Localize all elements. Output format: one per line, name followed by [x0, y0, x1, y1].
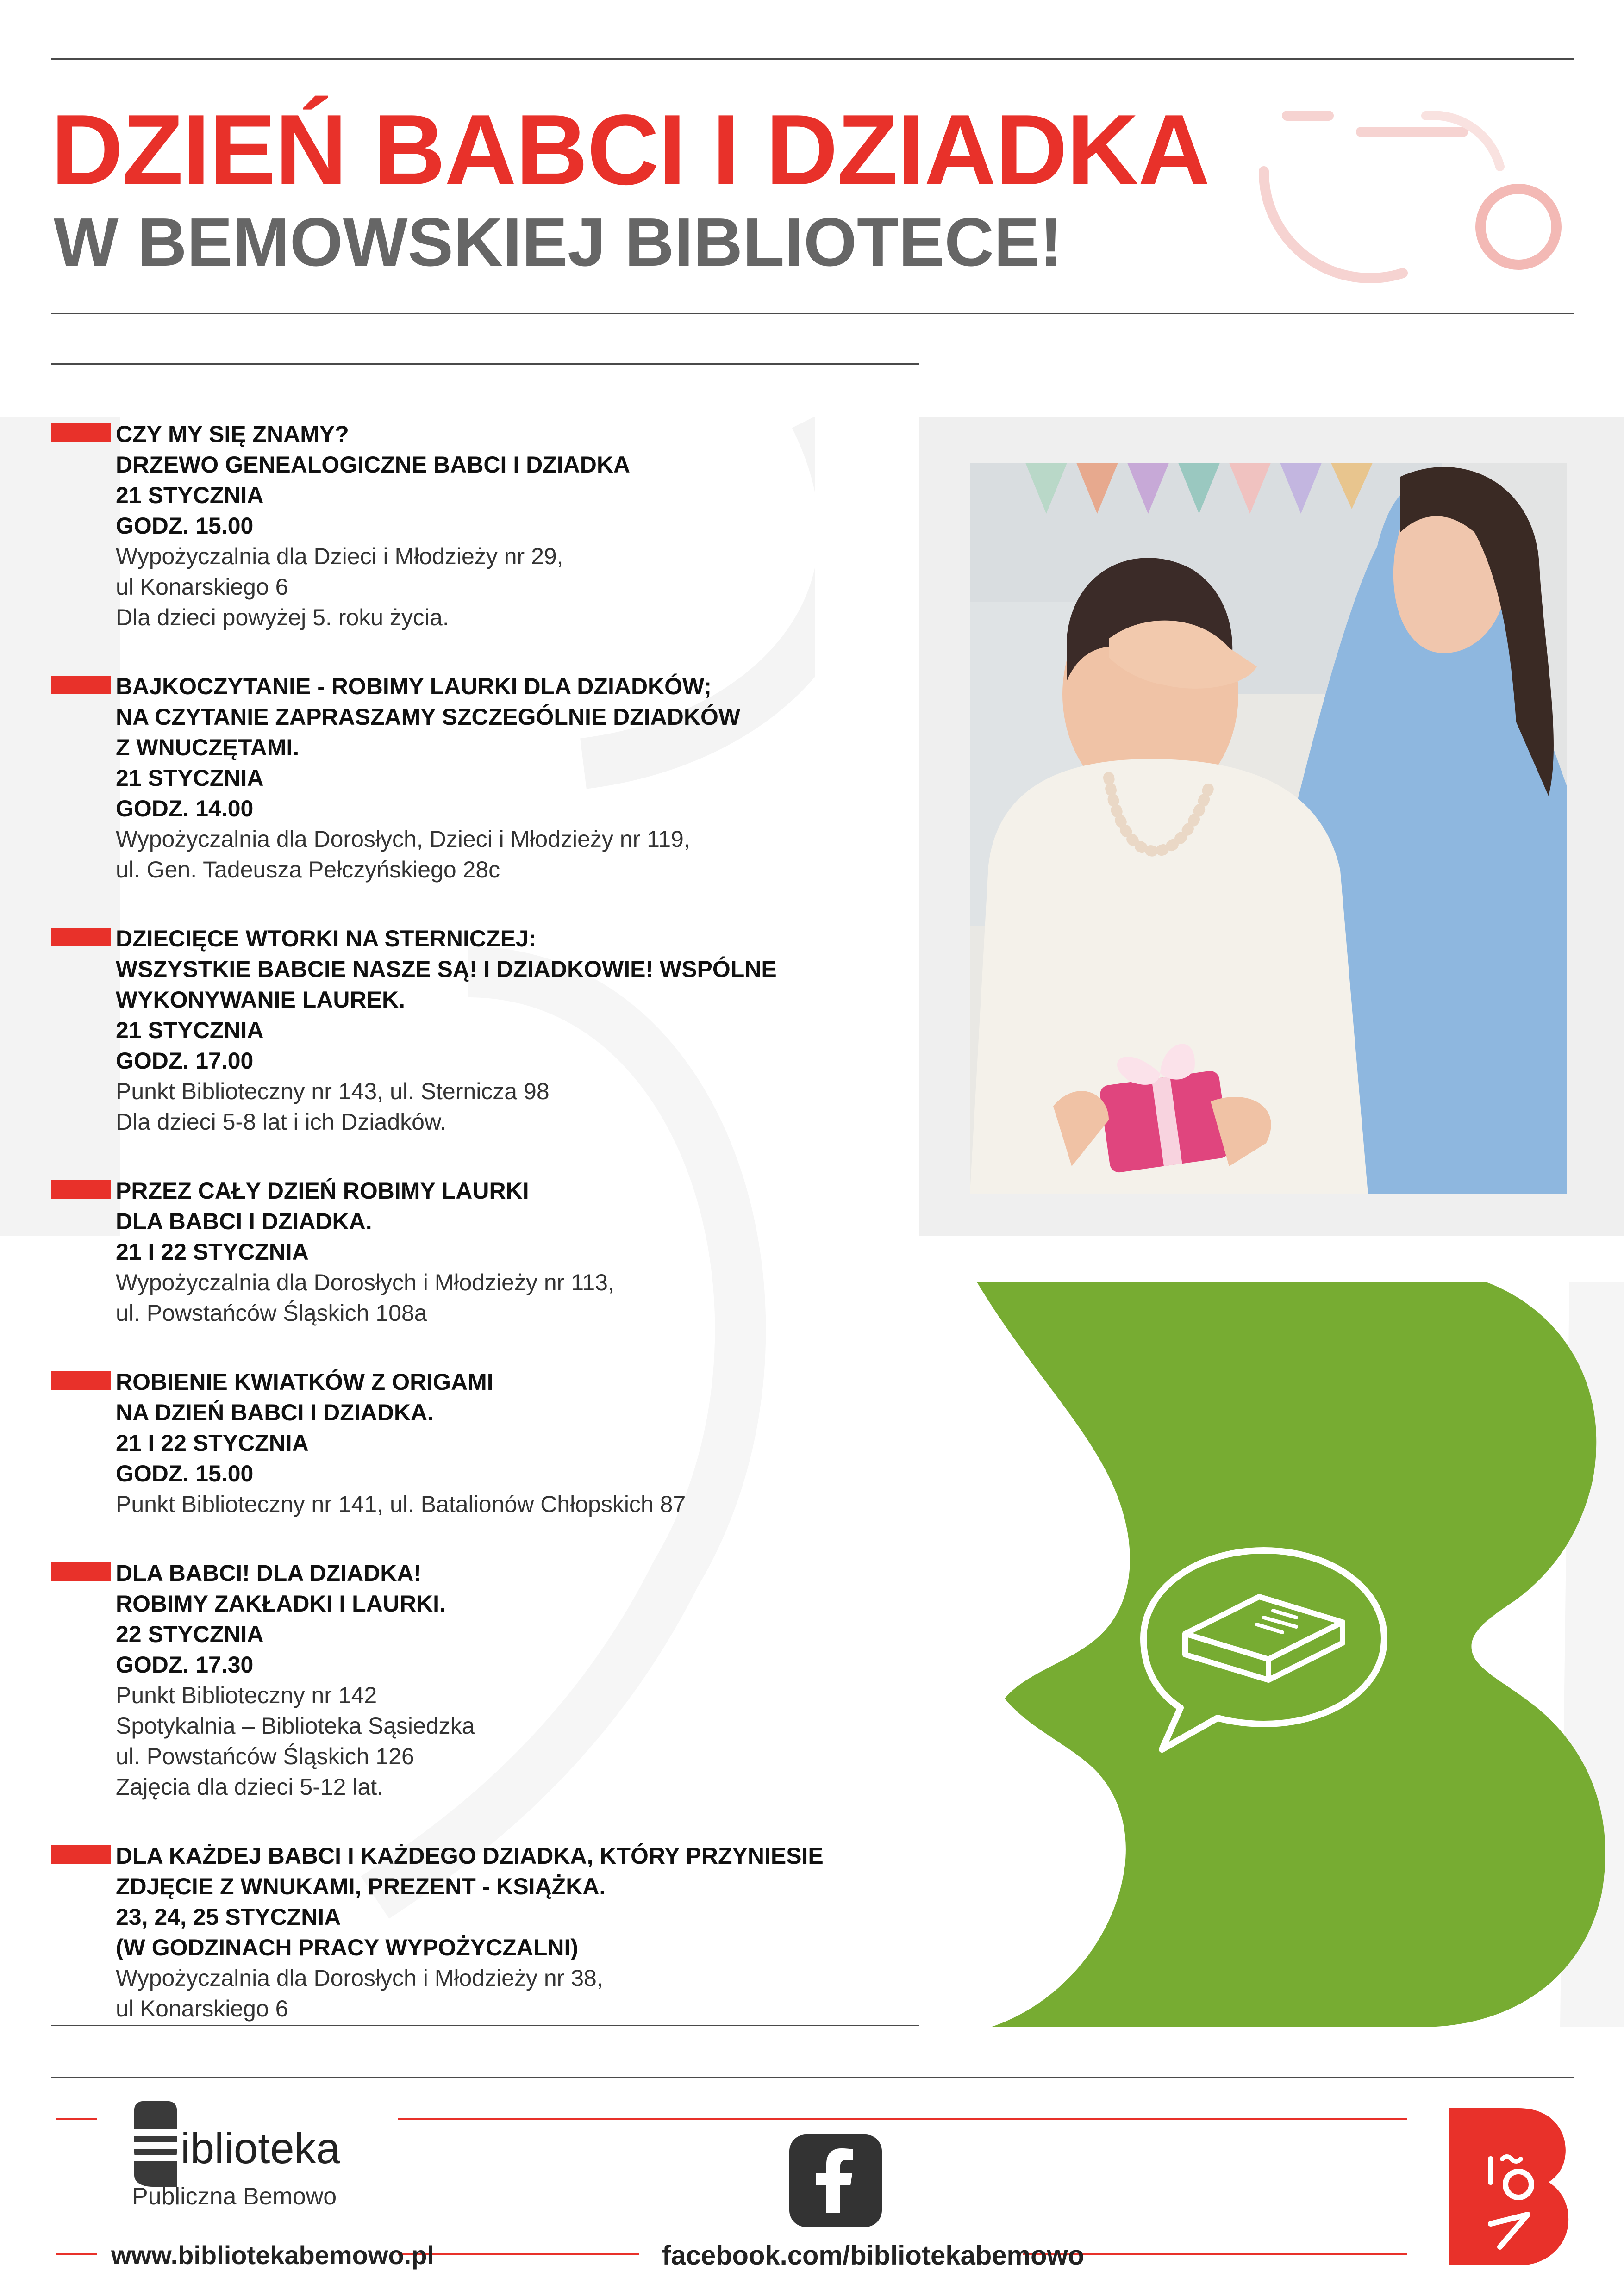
event-item: [51, 923, 921, 1137]
top-rule: [51, 58, 1574, 60]
event-time: GODZ. 17.00: [116, 1048, 254, 1074]
event-item: [51, 1367, 921, 1519]
speech-bubble-book-icon: [1130, 1541, 1398, 1759]
event-marker: [51, 1180, 111, 1199]
event-location: Wypożyczalnia dla Dzieci i Młodzieży nr 29,: [116, 543, 563, 569]
page-title: DZIEŃ BABCI I DZIADKA: [51, 93, 1209, 205]
event-date: 23, 24, 25 STYCZNIA: [116, 1904, 341, 1930]
event-address: ul Konarskiego 6: [116, 1996, 288, 2022]
event-marker: [51, 928, 111, 946]
event-address: ul. Gen. Tadeusza Pełczyńskiego 28c: [116, 857, 500, 883]
event-title: NA DZIEŃ BABCI I DZIADKA.: [116, 1400, 434, 1425]
footer-red-line: [56, 2118, 97, 2120]
event-title: NA CZYTANIE ZAPRASZAMY SZCZEGÓLNIE DZIADKÓW: [116, 704, 741, 730]
event-location: Spotykalnia – Biblioteka Sąsiedzka: [116, 1713, 475, 1739]
event-date: 22 STYCZNIA: [116, 1621, 264, 1647]
events-bottom-rule: [51, 2025, 919, 2026]
event-marker: [51, 676, 111, 694]
event-time: GODZ. 14.00: [116, 796, 254, 821]
event-title: DZIECIĘCE WTORKI NA STERNICZEJ:: [116, 926, 537, 952]
facebook-icon[interactable]: [789, 2134, 882, 2227]
footer-red-line: [398, 2118, 1407, 2120]
event-title: PRZEZ CAŁY DZIEŃ ROBIMY LAURKI: [116, 1178, 529, 1204]
event-note: Dla dzieci powyżej 5. roku życia.: [116, 604, 449, 630]
footer-red-line: [56, 2253, 97, 2255]
event-location: Wypożyczalnia dla Dorosłych i Młodzieży nr 113,: [116, 1269, 614, 1295]
event-location: Wypożyczalnia dla Dorosłych, Dzieci i Młodzieży nr 119,: [116, 826, 690, 852]
event-date: 21 STYCZNIA: [116, 482, 264, 508]
event-marker: [51, 1371, 111, 1390]
event-time: GODZ. 15.00: [116, 513, 254, 539]
event-marker: [51, 1845, 111, 1864]
event-note: Zajęcia dla dzieci 5-12 lat.: [116, 1774, 384, 1800]
event-location: Punkt Biblioteczny nr 141, ul. Batalionów Chłopskich 87: [116, 1491, 686, 1517]
event-title: WSZYSTKIE BABCIE NASZE SĄ! I DZIADKOWIE! WSPÓLNE: [116, 956, 777, 982]
event-time: GODZ. 17.30: [116, 1652, 254, 1678]
event-title: CZY MY SIĘ ZNAMY?: [116, 421, 349, 447]
event-title: ROBIENIE KWIATKÓW Z ORIGAMI: [116, 1369, 493, 1395]
event-title: ROBIMY ZAKŁADKI I LAURKI.: [116, 1591, 446, 1617]
event-marker: [51, 423, 111, 442]
event-location: Punkt Biblioteczny nr 143, ul. Sternicza 98: [116, 1078, 550, 1104]
decorative-shapes-icon: [1222, 88, 1574, 287]
event-note: Dla dzieci 5-8 lat i ich Dziadków.: [116, 1109, 447, 1135]
facebook-link[interactable]: facebook.com/bibliotekabemowo: [662, 2240, 1085, 2271]
footer-red-line: [398, 2253, 639, 2255]
page-subtitle: W BEMOWSKIEJ BIBLIOTECE!: [54, 204, 1062, 280]
event-address: ul Konarskiego 6: [116, 574, 288, 600]
event-address: ul. Powstańców Śląskich 108a: [116, 1300, 427, 1326]
event-title: DRZEWO GENEALOGICZNE BABCI I DZIADKA: [116, 452, 631, 478]
event-title: DLA KAŻDEJ BABCI I KAŻDEGO DZIADKA, KTÓRY PRZYNIESIE: [116, 1843, 824, 1869]
event-title: DLA BABCI I DZIADKA.: [116, 1208, 372, 1234]
event-date: 21 STYCZNIA: [116, 765, 264, 791]
event-date: 21 I 22 STYCZNIA: [116, 1239, 309, 1265]
event-time: GODZ. 15.00: [116, 1461, 254, 1487]
logo-wordmark: iblioteka: [181, 2124, 340, 2172]
event-title: WYKONYWANIE LAUREK.: [116, 987, 405, 1013]
event-title: BAJKOCZYTANIE - ROBIMY LAURKI DLA DZIADKÓW;: [116, 673, 712, 699]
event-title: ZDJĘCIE Z WNUKAMI, PREZENT - KSIĄŻKA.: [116, 1873, 606, 1899]
event-address: ul. Powstańców Śląskich 126: [116, 1743, 414, 1769]
grandmother-granddaughter-photo: [970, 463, 1567, 1194]
event-title: DLA BABCI! DLA DZIADKA!: [116, 1560, 422, 1586]
event-title: Z WNUCZĘTAMI.: [116, 734, 300, 760]
title-rule: [51, 313, 1574, 314]
event-location: Wypożyczalnia dla Dorosłych i Młodzieży nr 38,: [116, 1965, 603, 1991]
events-list: [51, 419, 921, 2062]
event-date: 21 I 22 STYCZNIA: [116, 1430, 309, 1456]
event-item: [51, 1558, 921, 1802]
footer-top-rule: [51, 2077, 1574, 2078]
events-top-rule: [51, 363, 919, 365]
event-time: (W GODZINACH PRACY WYPOŻYCZALNI): [116, 1935, 579, 1960]
event-item: [51, 419, 921, 633]
event-marker: [51, 1562, 111, 1581]
event-item: [51, 1841, 921, 2024]
bemowo-b-logo-icon: [1449, 2108, 1569, 2265]
event-location: Punkt Biblioteczny nr 142: [116, 1682, 377, 1708]
event-item: [51, 671, 921, 885]
logo-subtitle: Publiczna Bemowo: [132, 2183, 337, 2210]
event-item: [51, 1176, 921, 1328]
event-date: 21 STYCZNIA: [116, 1017, 264, 1043]
website-link[interactable]: www.bibliotekabemowo.pl: [111, 2240, 434, 2270]
